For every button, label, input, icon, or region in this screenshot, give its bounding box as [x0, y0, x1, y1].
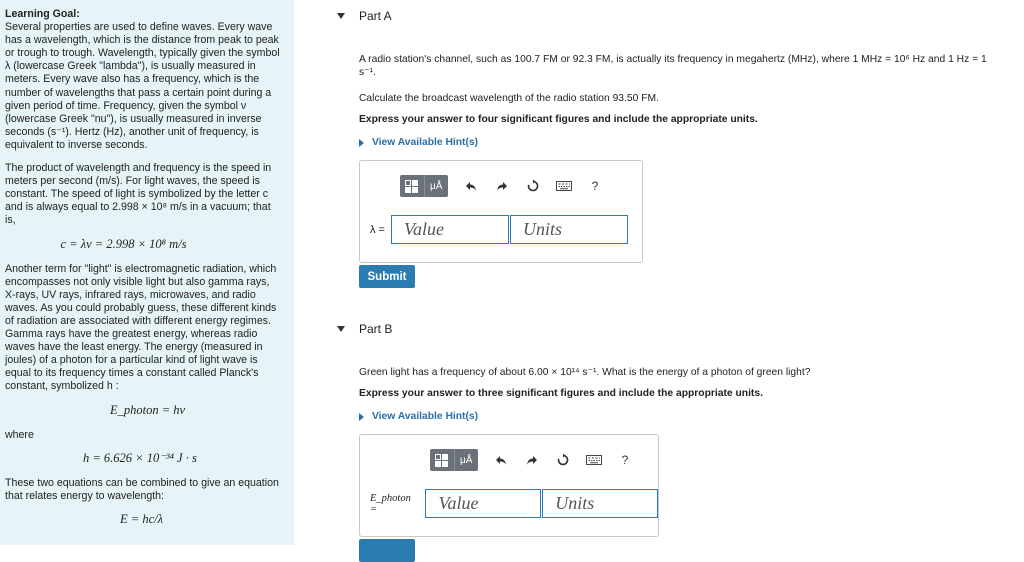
help-icon[interactable]: ?: [621, 453, 629, 467]
part-a-input-row: [370, 215, 628, 244]
learning-goal-title: Learning Goal:: [5, 8, 80, 20]
part-a-task: Calculate the broadcast wavelength of the radio station 93.50 FM.: [359, 93, 659, 104]
templates-icon[interactable]: [430, 449, 454, 471]
hint-label: View Available Hint(s): [372, 137, 479, 148]
undo-icon[interactable]: [460, 175, 482, 197]
part-b-submit-button[interactable]: [359, 539, 415, 562]
reset-icon[interactable]: [552, 449, 574, 471]
part-b-units-input[interactable]: Units: [542, 489, 658, 518]
template-units-group: [400, 175, 448, 197]
math-toolbar: [430, 449, 645, 471]
part-a-hint-link[interactable]: [359, 137, 478, 148]
part-a-value-input[interactable]: Value: [391, 215, 509, 244]
template-units-group: [430, 449, 478, 471]
part-a-units-input[interactable]: Units: [510, 215, 628, 244]
photon-energy-equation: E_photon = hν: [110, 402, 186, 417]
part-a-header[interactable]: [337, 9, 392, 23]
part-a-question: A radio station's channel, such as 100.7 FM or 92.3 FM, is actually its frequency in megahertz (MHz), where 1 MHz = 10⁶ Hz and 1 Hz = 1 s⁻¹.: [359, 54, 987, 78]
energy-photon-label: E_photon =: [370, 492, 411, 515]
part-a-instruction: Express your answer to four significant figures and include the appropriate units.: [359, 114, 758, 125]
energy-wavelength-equation: E = hc/λ: [120, 512, 164, 526]
keyboard-icon[interactable]: [553, 175, 575, 197]
expand-triangle-icon: [359, 139, 364, 147]
part-b-header[interactable]: [337, 322, 392, 336]
planck-constant-equation: h = 6.626 × 10⁻³⁴ J · s: [83, 450, 197, 465]
expand-triangle-icon: [359, 413, 364, 421]
part-b-question: Green light has a frequency of about 6.00 × 10¹⁴ s⁻¹. What is the energy of a photon of green light?: [359, 367, 811, 378]
problem-content: [337, 0, 1024, 545]
units-icon[interactable]: μÅ: [454, 449, 479, 471]
radiation-paragraph: Another term for "light" is electromagnetic radiation, which encompasses not only visible light but also gamma rays, X-rays, UV rays, infrared rays, microwaves, and radio waves. As you could probably guess, these different kinds of radiation are associated with different energy regimes. Gamma rays have the greatest energy, whereas radio waves have the least energy. The energy (measured in joules) of a photon for a particular kind of light wave is equal to its frequency times a constant called Planck's constant, symbolized h :: [5, 262, 277, 393]
part-b-input-row: [370, 489, 658, 518]
lambda-label: λ =: [370, 223, 385, 236]
part-b-answer-box: [359, 434, 659, 537]
learning-goal-panel: [0, 0, 294, 545]
part-b-value-input[interactable]: Value: [425, 489, 541, 518]
combine-paragraph: These two equations can be combined to give an equation that relates energy to wavelength:: [5, 476, 279, 502]
redo-icon[interactable]: [491, 175, 513, 197]
intro-paragraph: Several properties are used to define waves. Every wave has a wavelength, which is the distance from peak to peak or trough to trough. Wavelength, typically given the symbol λ (lowercase Greek "lambda"), is usually measured in meters. Every wave also has a frequency, which is the number of wavelengths that pass a certain point during a given period of time. Frequency, given the symbol ν (lowercase Greek "nu"), is usually measured in inverse seconds (s⁻¹). Hertz (Hz), another unit of frequency, is equivalent to inverse seconds.: [5, 21, 280, 151]
where-label: where: [5, 428, 34, 441]
part-a-answer-box: [359, 160, 643, 263]
part-a-label: Part A: [359, 9, 392, 23]
math-toolbar: [400, 175, 615, 197]
collapse-triangle-icon[interactable]: [337, 326, 345, 332]
part-a-submit-button[interactable]: Submit: [359, 265, 415, 288]
collapse-triangle-icon[interactable]: [337, 13, 345, 19]
units-icon[interactable]: μÅ: [424, 175, 449, 197]
help-icon[interactable]: ?: [591, 179, 599, 193]
part-b-hint-link[interactable]: [359, 411, 478, 422]
reset-icon[interactable]: [522, 175, 544, 197]
speed-paragraph: The product of wavelength and frequency is the speed in meters per second (m/s). For light waves, the speed is constant. The speed of light is symbolized by the letter c and is always equal to 2.998 × 10⁸ m/s in a vacuum; that is,: [5, 162, 272, 227]
redo-icon[interactable]: [521, 449, 543, 471]
hint-label: View Available Hint(s): [372, 411, 479, 422]
part-b-label: Part B: [359, 322, 393, 336]
speed-of-light-equation: c = λν = 2.998 × 10⁸ m/s: [60, 236, 187, 251]
undo-icon[interactable]: [490, 449, 512, 471]
part-b-instruction: Express your answer to three significant figures and include the appropriate units.: [359, 388, 763, 399]
keyboard-icon[interactable]: [583, 449, 605, 471]
templates-icon[interactable]: [400, 175, 424, 197]
